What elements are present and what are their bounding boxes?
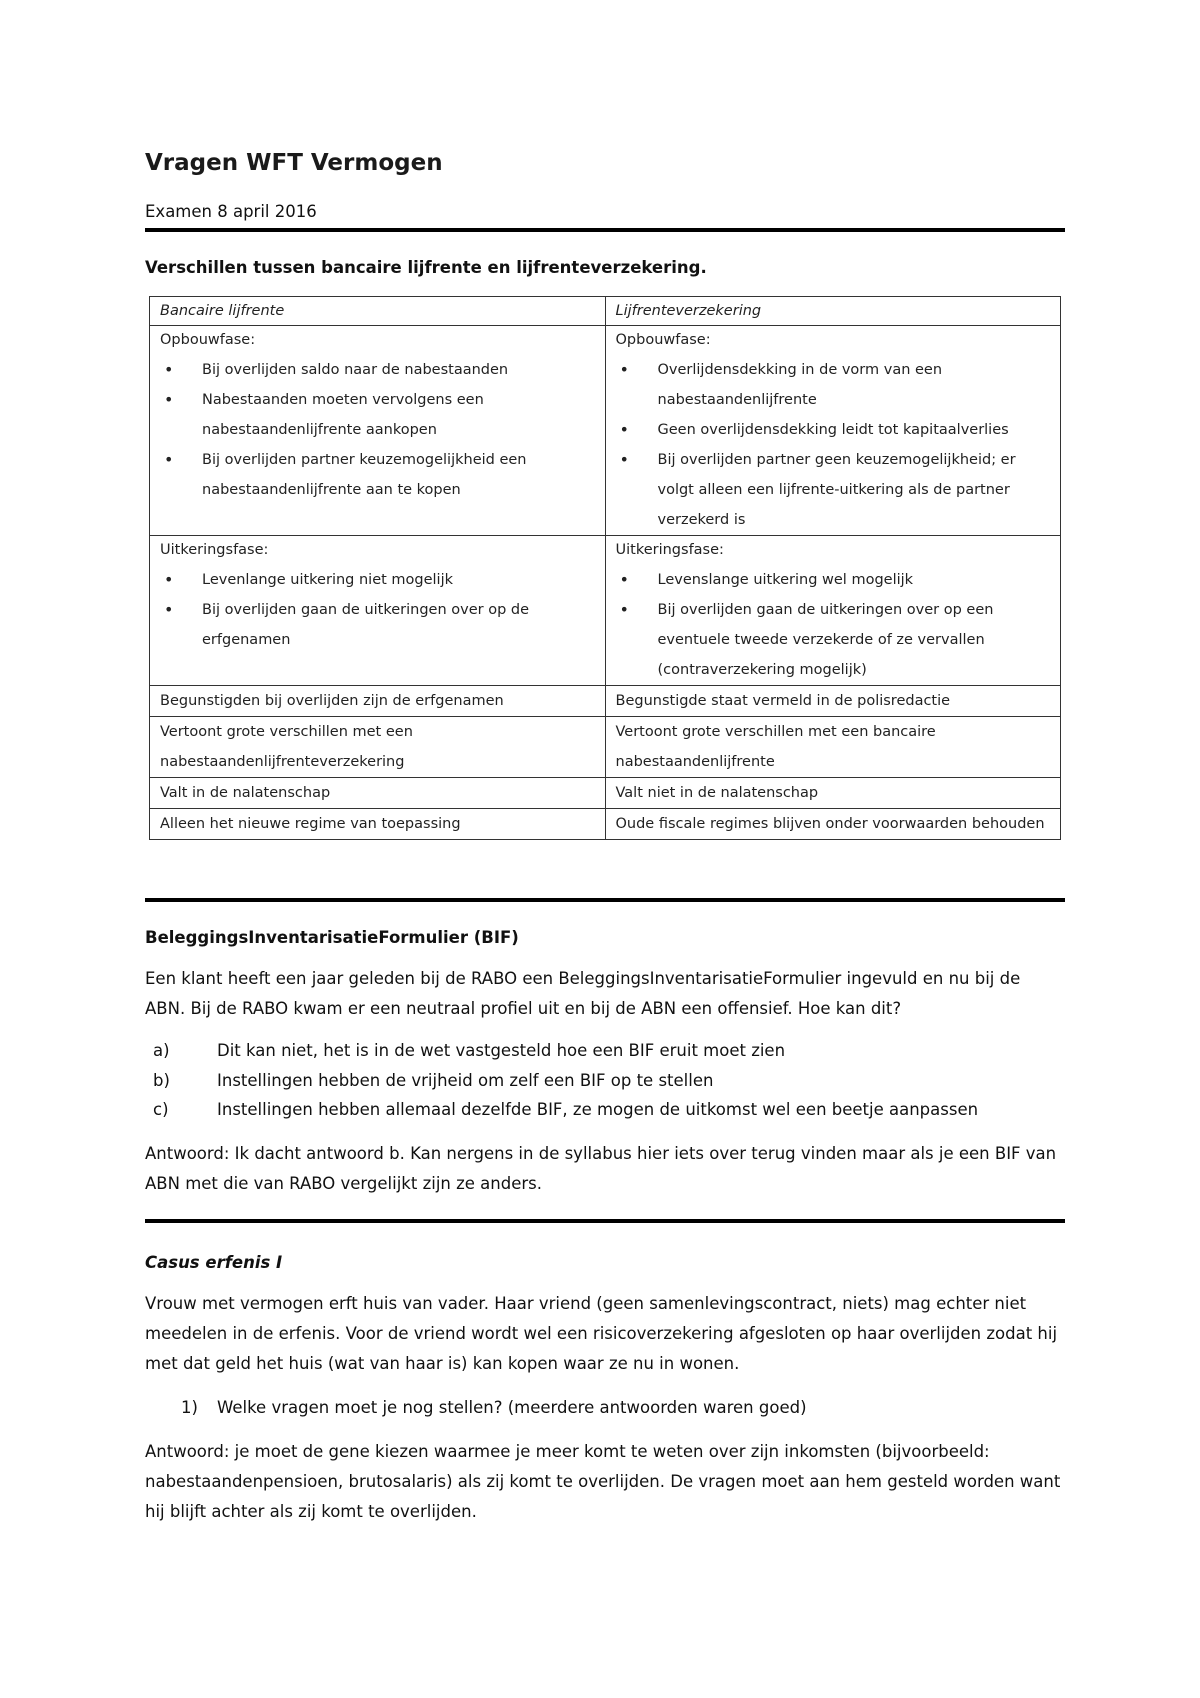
table-cell: Valt niet in de nalatenschap xyxy=(605,778,1061,809)
option-label: a) xyxy=(153,1041,170,1060)
list-item: • Overlijdensdekking in de vorm van een nabestaandenlijfrente xyxy=(616,355,1051,415)
section-heading-casus: Casus erfenis I xyxy=(145,1252,283,1272)
answer-options xyxy=(145,1036,1065,1125)
cell-title: Opbouwfase: xyxy=(615,332,711,348)
bullet-list xyxy=(160,565,595,655)
table-row xyxy=(150,778,1061,809)
list-item: • Bij overlijden partner keuzemogelijkheid een nabestaandenlijfrente aan te kopen xyxy=(160,445,595,505)
table-row-opbouwfase xyxy=(150,326,1061,536)
option-label: c) xyxy=(153,1100,169,1119)
divider xyxy=(145,1219,1065,1223)
bullet-list xyxy=(616,565,1051,685)
list-item: • Bij overlijden gaan de uitkeringen over op een eventuele tweede verzekerde of ze vervallen (contraverzekering mogelijk) xyxy=(616,595,1051,685)
list-item: • Geen overlijdensdekking leidt tot kapitaalverlies xyxy=(616,415,1051,445)
bif-answer: Antwoord: Ik dacht antwoord b. Kan nergens in de syllabus hier iets over terug vinden maar als je een BIF van ABN met die van RABO vergelijkt zijn ze anders. xyxy=(145,1143,1057,1193)
case-description: Vrouw met vermogen erft huis van vader. Haar vriend (geen samenlevingscontract, niets) mag echter niet meedelen in de erfenis. Voor de vriend wordt wel een risicoverzekering afgesloten op haar overlijden zodat hij met dat geld het huis (wat van haar is) kan kopen waar ze nu in wonen. xyxy=(145,1293,1058,1373)
case-answer: Antwoord: je moet de gene kiezen waarmee je meer komt te weten over zijn inkomsten (bijvoorbeeld: nabestaandenpensioen, brutosalaris) als zij komt te overlijden. De vragen moet aan hem gesteld worden want hij blijft achter als zij komt te overlijden. xyxy=(145,1441,1061,1521)
cell-title: Opbouwfase: xyxy=(160,332,256,348)
list-item: • Bij overlijden partner geen keuzemogelijkheid; er volgt alleen een lijfrente-uitkering als de partner verzekerd is xyxy=(616,445,1051,535)
cell-title: Uitkeringsfase: xyxy=(615,542,724,558)
table-row xyxy=(150,717,1061,778)
list-item: • Levenlange uitkering niet mogelijk xyxy=(160,565,595,595)
table-row xyxy=(150,686,1061,717)
list-item: • Bij overlijden gaan de uitkeringen over op de erfgenamen xyxy=(160,595,595,655)
document-body xyxy=(145,148,1065,1527)
answer-option xyxy=(145,1036,1065,1066)
table-header-cell: Lijfrenteverzekering xyxy=(605,297,1061,326)
list-item: • Nabestaanden moeten vervolgens een nabestaandenlijfrente aankopen xyxy=(160,385,595,445)
comparison-table xyxy=(149,296,1061,840)
option-text: Instellingen hebben de vrijheid om zelf een BIF op te stellen xyxy=(217,1070,714,1090)
section-heading-verschillen: Verschillen tussen bancaire lijfrente en lijfrenteverzekering. xyxy=(145,258,707,277)
table-header-row xyxy=(150,297,1061,326)
option-text: Dit kan niet, het is in de wet vastgesteld hoe een BIF eruit moet zien xyxy=(217,1041,786,1060)
answer-option xyxy=(145,1095,1065,1125)
bullet-list xyxy=(160,355,595,505)
table-cell xyxy=(150,536,606,686)
answer-option xyxy=(145,1066,1065,1096)
divider xyxy=(145,898,1065,902)
exam-date: Examen 8 april 2016 xyxy=(145,202,317,221)
table-cell: Vertoont grote verschillen met een bancaire nabestaandenlijfrente xyxy=(605,717,1061,778)
table-cell: Alleen het nieuwe regime van toepassing xyxy=(150,809,606,840)
list-item: • Levenslange uitkering wel mogelijk xyxy=(616,565,1051,595)
section-heading-bif: BeleggingsInventarisatieFormulier (BIF) xyxy=(145,928,519,947)
bif-question: Een klant heeft een jaar geleden bij de RABO een BeleggingsInventarisatieFormulier ingevuld en nu bij de ABN. Bij de RABO kwam er een neutraal profiel uit en bij de ABN een offensief. Hoe kan dit? xyxy=(145,969,1021,1018)
bullet-list xyxy=(616,355,1051,535)
case-question xyxy=(145,1393,1065,1423)
table-cell: Begunstigden bij overlijden zijn de erfgenamen xyxy=(150,686,606,717)
option-label: b) xyxy=(153,1070,170,1090)
table-cell xyxy=(605,326,1061,536)
question-label: 1) xyxy=(181,1397,198,1417)
page-title: Vragen WFT Vermogen xyxy=(145,150,443,176)
table-row-uitkeringsfase xyxy=(150,536,1061,686)
table-cell xyxy=(150,326,606,536)
list-item: • Bij overlijden saldo naar de nabestaanden xyxy=(160,355,595,385)
question-text: Welke vragen moet je nog stellen? (meerdere antwoorden waren goed) xyxy=(217,1397,807,1417)
cell-title: Uitkeringsfase: xyxy=(160,542,269,558)
table-cell: Begunstigde staat vermeld in de polisredactie xyxy=(605,686,1061,717)
table-cell: Valt in de nalatenschap xyxy=(150,778,606,809)
table-row xyxy=(150,809,1061,840)
table-header-cell: Bancaire lijfrente xyxy=(150,297,606,326)
option-text: Instellingen hebben allemaal dezelfde BIF, ze mogen de uitkomst wel een beetje aanpassen xyxy=(217,1100,979,1119)
table-cell: Oude fiscale regimes blijven onder voorwaarden behouden xyxy=(605,809,1061,840)
table-cell xyxy=(605,536,1061,686)
case-questions xyxy=(145,1393,1065,1423)
table-cell: Vertoont grote verschillen met een nabestaandenlijfrenteverzekering xyxy=(150,717,606,778)
divider xyxy=(145,228,1065,232)
